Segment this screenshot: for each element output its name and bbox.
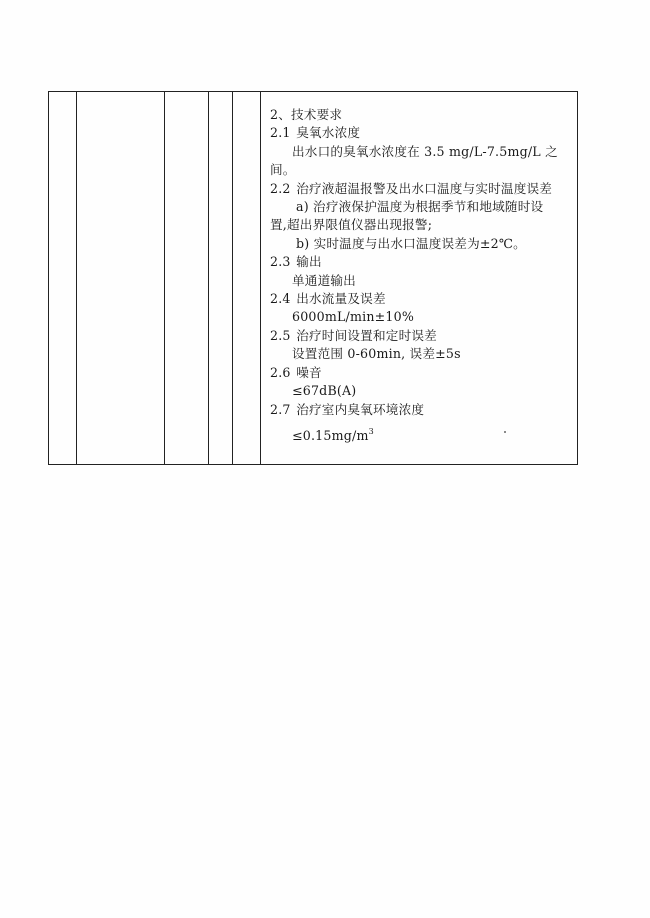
item-heading bbox=[270, 290, 571, 308]
scan-speck bbox=[504, 431, 506, 433]
detail-text: 间。 bbox=[270, 162, 296, 178]
detail-text: 置,超出界限值仪器出现报警; bbox=[270, 217, 433, 233]
item-title: 输出 bbox=[296, 254, 322, 270]
item-title: 治疗时间设置和定时误差 bbox=[296, 327, 437, 343]
detail-text: 设置范围 0-60min, 误差±5s bbox=[292, 346, 461, 362]
item-number: 2.5 bbox=[270, 327, 291, 343]
item-heading bbox=[270, 327, 571, 345]
column-divider bbox=[208, 92, 209, 464]
ambient-value: ≤0.15mg/m bbox=[292, 427, 369, 443]
item-number: 2.3 bbox=[270, 254, 291, 270]
item-heading bbox=[270, 401, 571, 419]
item-title: 出水流量及误差 bbox=[296, 291, 386, 307]
item-heading bbox=[270, 253, 571, 271]
item-heading bbox=[270, 364, 571, 382]
item-heading bbox=[270, 124, 571, 142]
item-number: 2.1 bbox=[270, 125, 291, 141]
unit-superscript: 3 bbox=[368, 426, 374, 436]
item-number: 2.7 bbox=[270, 401, 291, 417]
section-title: 2、技术要求 bbox=[270, 107, 343, 122]
item-number: 2.6 bbox=[270, 364, 291, 380]
item-number: 2.4 bbox=[270, 291, 291, 307]
spec-table bbox=[48, 91, 578, 465]
column-divider bbox=[232, 92, 233, 464]
column-divider bbox=[76, 92, 77, 464]
item-heading bbox=[270, 180, 571, 198]
detail-text: a) 治疗液保护温度为根据季节和地域随时设 bbox=[296, 199, 544, 215]
item-title: 臭氧水浓度 bbox=[296, 125, 361, 141]
detail-text: 单通道输出 bbox=[292, 272, 356, 288]
detail-text bbox=[270, 419, 571, 449]
detail-text: 出水口的臭氧水浓度在 3.5 mg/L-7.5mg/L 之 bbox=[292, 143, 558, 159]
column-divider bbox=[164, 92, 165, 464]
item-number: 2.2 bbox=[270, 180, 291, 196]
detail-text: 6000mL/min±10% bbox=[292, 309, 415, 325]
item-title: 治疗液超温报警及出水口温度与实时温度误差 bbox=[296, 180, 553, 196]
requirements-cell bbox=[262, 92, 577, 464]
item-title: 治疗室内臭氧环境浓度 bbox=[296, 401, 425, 417]
item-title: 噪音 bbox=[296, 364, 322, 380]
detail-text: ≤67dB(A) bbox=[292, 383, 357, 399]
column-divider bbox=[260, 92, 261, 464]
detail-text: b) 实时温度与出水口温度误差为±2℃。 bbox=[296, 235, 526, 251]
